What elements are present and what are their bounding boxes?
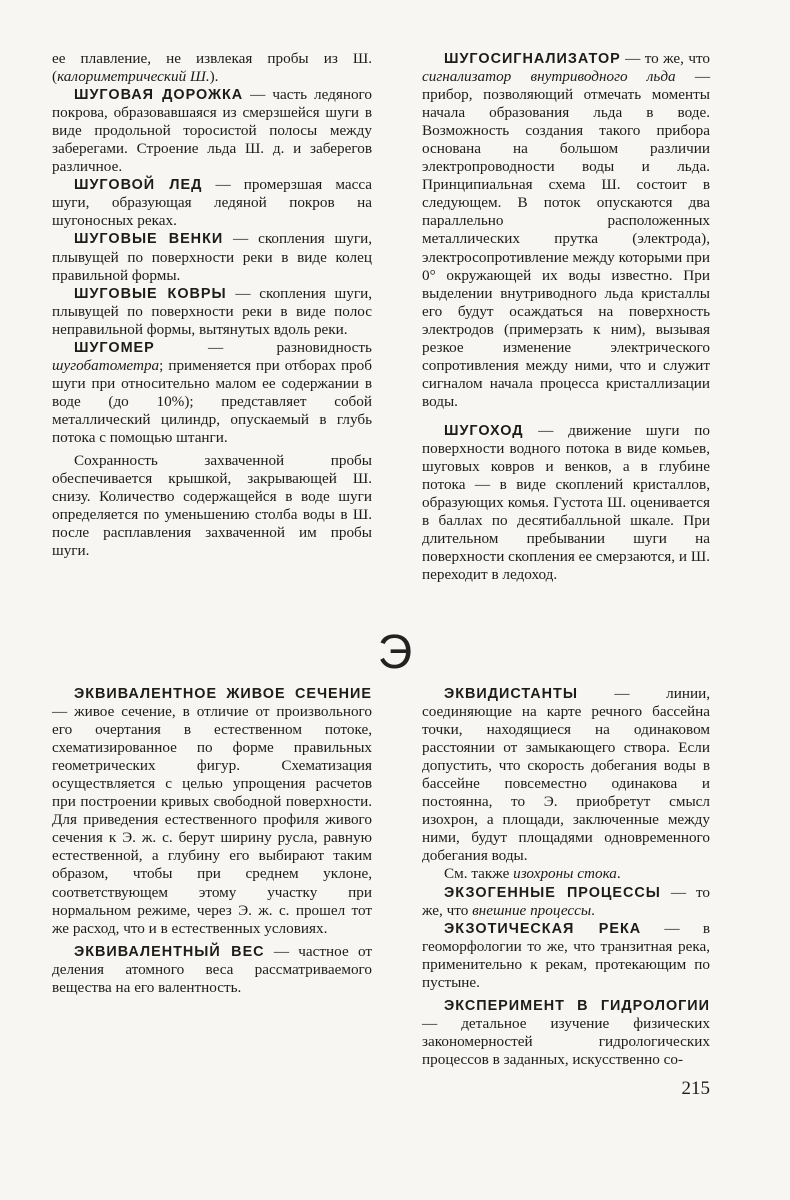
entry-text: См. также [444,865,514,883]
entry-italic-reference: шугобатометра [52,356,160,374]
entry-headword: ШУГОСИГНАЛИЗАТОР [444,51,621,67]
entry-headword: ЭКВИДИСТАНТЫ [444,686,578,702]
entry-italic-reference: внешние процессы [472,901,592,919]
entry-text: — детальное изучение физических закономерностей гидрологических процессов в заданных, искусственно со- [422,1014,710,1068]
entry-text: — промерзшая масса шуги, образующая ледяной покров на шугоносных реках. [52,176,373,230]
entry-text: — в геоморфологии то же, что транзитная река, применительно к рекам, протекающим по пустыне. [422,919,711,991]
column-4 [422,685,710,1069]
entry-italic-reference: калориметрический Ш. [57,68,210,86]
entry-text: ее плавление, не извлекая пробы из Ш. ( [52,50,372,86]
entry-italic-reference: изохроны стока [513,865,617,883]
dictionary-entry [422,884,710,920]
dictionary-entry [422,422,710,584]
entry-headword: ШУГОВЫЕ ВЕНКИ [74,231,224,248]
column-3 [52,685,372,997]
page-number: 215 [681,1078,710,1099]
dictionary-entry [52,230,372,284]
entry-text: Сохранность захваченной пробы обеспечивается крышкой, закрывающей Ш. снизу. Количество содержащейся в воде шуги определяется по уменьшению столба воды в Ш. после расплавления захваченной им пробы шуги. [52,452,372,560]
entry-text-tail: ; применяется при отборах проб шуги при относительно малом ее содержании в воде (до 10%); представляет собой металлический цилиндр, опускаемый в глубь потока с помощью штанги. [52,356,372,446]
entry-headword: ШУГОХОД [444,422,524,439]
entry-headword: ШУГОВОЙ ЛЕД [74,177,203,194]
entry-italic-reference: сигнализатор внутриводного льда [422,68,676,86]
dictionary-entry [52,285,372,339]
entry-text-tail: — прибор, позволяющий отмечать моменты начала образования льда в воде. Возможность создания такого прибора основана на большом различии электропроводности воды и льда. Принципиальная схема Ш. состоит в следующем. В поток опускаются два параллельно расположенных металлических прутка (электрода), электросопротивление между которыми при 0° окружающей их воды известно. При выделении внутриводного льда кристаллы его будут осаждаться на поверхность электродов (примерзать к ним), вызывая резкое изменение электрического сопротивления между ними, что и служит сигналом начала процесса кристаллизации воды. [422,68,711,410]
entry-text: — живое сечение, в отличие от произвольного его очертания в естественном потоке, схематизированное по форме правильных геометрических фигур. Схематизация осуществляется с целью упрощения расчетов при построении кривых свободной поверхности. Для приведения естественного профиля живого сечения к Э. ж. с. берут ширину русла, равную естественной, а глубину его выбирают таким образом, чтобы при среднем уклоне, соответствующем этому участку при нормальном режиме, через Э. ж. с. прошел тот же расход, что и в естественных условиях. [52,703,372,937]
entry-paragraph [422,865,710,883]
column-1 [52,50,372,560]
column-2 [422,50,710,584]
entry-headword: ЭКСПЕРИМЕНТ В ГИДРОЛОГИИ [444,997,710,1014]
entry-text: — часть ледяного покрова, образовавшаяся из смерзшейся шуги в виде продольной торосистой полосы между заберегами. Строение льда Ш. д. и заберегов различное. [52,86,372,176]
section-letter: Э [377,626,413,679]
dictionary-entry [422,920,710,992]
dictionary-entry [52,86,372,176]
dictionary-entry [422,685,710,865]
entry-text-tail: . [591,901,595,919]
entry-headword: ЭКВИВАЛЕНТНЫЙ ВЕС [74,943,265,960]
entry-text: — разновидность [154,338,372,356]
entry-headword: ЭКЗОТИЧЕСКАЯ РЕКА [444,920,642,937]
entry-paragraph [52,50,372,86]
entry-text: — то же, что [620,50,710,67]
entry-text: — частное от деления атомного веса рассматриваемого вещества на его валентность. [52,942,372,996]
entry-text: — то же, что [422,883,711,919]
dictionary-entry [52,176,372,230]
entry-text: — линии, соединяющие на карте речного бассейна точки, находящиеся на одинаковом расстоянии от замыкающего створа. Если допустить, что скорость добегания воды в бассейне повсеместно одинакова и постоянна, то Э. приобретут смысл изохрон, а площади, заключенные между ними, будут площадями одновременного добегания воды. [422,685,710,865]
dictionary-entry [52,943,372,997]
entry-text: — скопления шуги, плывущей по поверхности реки в виде колец правильной формы. [52,230,372,284]
entry-text-tail: . [616,865,621,883]
dictionary-entry [422,997,710,1069]
entry-text-tail: ). [209,68,219,86]
dictionary-entry [52,685,372,938]
entry-text: — скопления шуги, плывущей по поверхности реки в виде полос неправильной формы, вытянутых вдоль реки. [52,284,372,338]
entry-headword: ЭКЗОГЕННЫЕ ПРОЦЕССЫ [444,884,661,901]
entry-headword: ШУГОВЫЕ КОВРЫ [74,285,227,302]
entry-headword: ЭКВИВАЛЕНТНОЕ ЖИВОЕ СЕЧЕНИЕ [74,686,372,702]
entry-headword: ШУГОВАЯ ДОРОЖКА [74,87,244,104]
dictionary-entry [52,339,372,447]
entry-paragraph [52,452,372,560]
dictionary-entry [422,50,710,411]
entry-text: — движение шуги по поверхности водного потока в виде комьев, шуговых ковров и венков, а в глубине потока — в виде скоплений кристаллов, образующих комья. Густота Ш. оценивается в баллах по десятибалльной шкале. При длительном пребывании шуги на поверхности скопления ее смерзаются, и Ш. переходит в ледоход. [422,421,710,584]
entry-headword: ШУГОМЕР [74,339,155,356]
